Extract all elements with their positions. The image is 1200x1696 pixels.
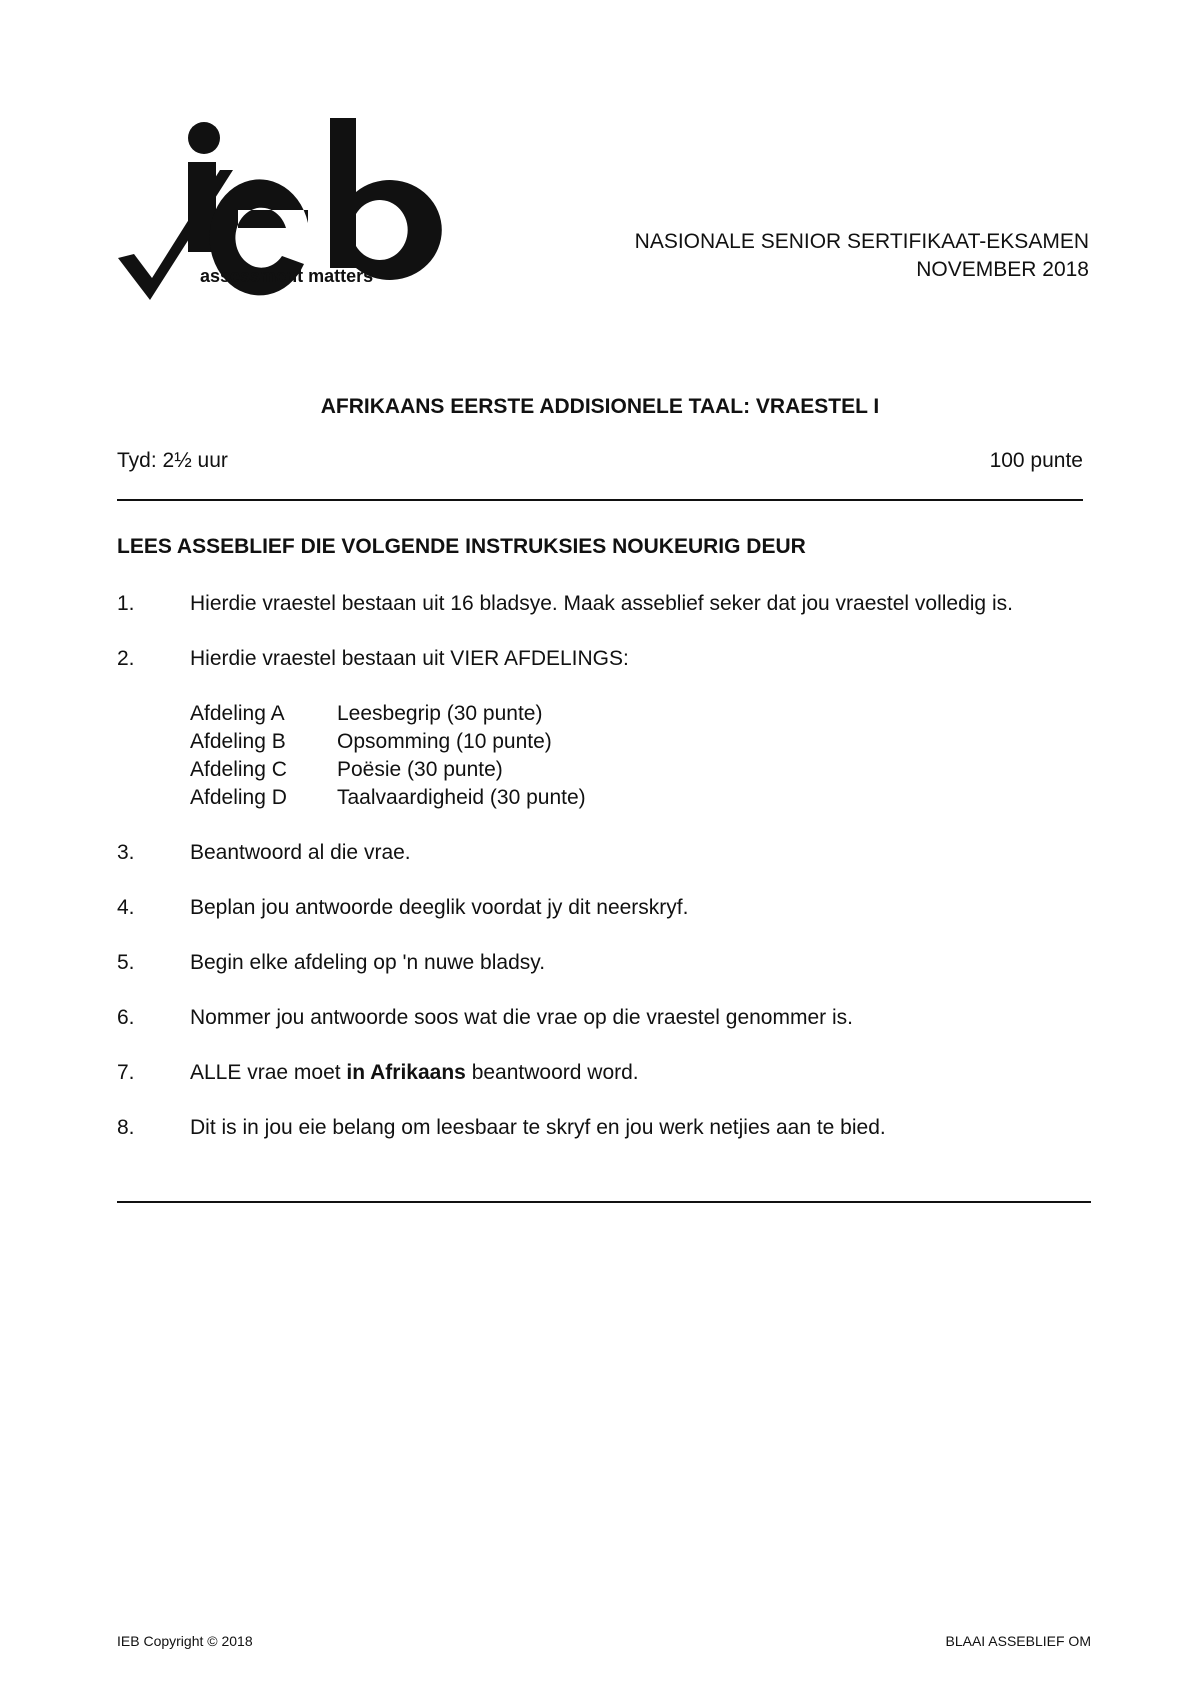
section-name: Afdeling A <box>190 702 285 725</box>
divider-top <box>117 499 1083 501</box>
section-desc: Poësie (30 punte) <box>337 758 503 781</box>
footer-turn-page: BLAAI ASSEBLIEF OM <box>945 1633 1091 1649</box>
instruction-number: 8. <box>117 1116 135 1139</box>
section-desc: Leesbegrip (30 punte) <box>337 702 543 725</box>
instruction-item <box>117 590 1091 618</box>
instruction-number: 6. <box>117 1006 135 1029</box>
instructions-heading: LEES ASSEBLIEF DIE VOLGENDE INSTRUKSIES NOUKEURIG DEUR <box>117 535 806 558</box>
section-row <box>190 756 1091 784</box>
instruction-number: 4. <box>117 896 135 919</box>
instruction-text <box>190 1059 1091 1087</box>
section-row <box>190 728 1091 756</box>
time-marks-row <box>117 449 1083 473</box>
instruction-number: 1. <box>117 592 135 615</box>
instruction-number: 2. <box>117 647 135 670</box>
instruction-number: 5. <box>117 951 135 974</box>
section-name: Afdeling D <box>190 786 287 809</box>
section-name: Afdeling B <box>190 730 286 753</box>
instruction-text: Hierdie vraestel bestaan uit VIER AFDELINGS: <box>190 647 629 670</box>
instruction-item <box>117 1059 1091 1087</box>
instruction-text: Beplan jou antwoorde deeglik voordat jy dit neerskryf. <box>190 896 689 919</box>
instruction-text: Begin elke afdeling op 'n nuwe bladsy. <box>190 951 546 974</box>
sections-list <box>190 700 1091 812</box>
section-name: Afdeling C <box>190 758 287 781</box>
instruction-item <box>117 1004 1091 1032</box>
instruction-item <box>117 645 1091 812</box>
instruction-item <box>117 894 1091 922</box>
section-row <box>190 700 1091 728</box>
marks-label: 100 punte <box>989 449 1083 472</box>
ieb-logo-graphic <box>118 118 458 343</box>
instruction-number: 3. <box>117 841 135 864</box>
instructions-list <box>117 590 1091 1169</box>
instruction-number: 7. <box>117 1061 135 1084</box>
footer-copyright: IEB Copyright © 2018 <box>117 1633 253 1649</box>
exam-date: NOVEMBER 2018 <box>916 258 1089 281</box>
divider-bottom <box>117 1201 1091 1203</box>
paper-title: AFRIKAANS EERSTE ADDISIONELE TAAL: VRAESTEL I <box>320 395 880 418</box>
section-row <box>190 784 1091 812</box>
instruction-text-bold: in Afrikaans <box>346 1061 466 1084</box>
instruction-text-part: ALLE vrae moet <box>190 1061 347 1084</box>
time-label: Tyd: 2½ uur <box>117 449 228 472</box>
section-desc: Taalvaardigheid (30 punte) <box>337 786 586 809</box>
instruction-item <box>117 949 1091 977</box>
instruction-item <box>117 839 1091 867</box>
ieb-logo <box>118 118 458 343</box>
logo-tagline: assessment matters <box>200 266 374 286</box>
instruction-text: Dit is in jou eie belang om leesbaar te skryf en jou werk netjies aan te bied. <box>190 1116 886 1139</box>
instruction-text: Beantwoord al die vrae. <box>190 841 411 864</box>
instruction-item <box>117 1114 1091 1142</box>
section-desc: Opsomming (10 punte) <box>337 730 552 753</box>
instruction-text-part: beantwoord word. <box>465 1061 639 1084</box>
instruction-text: Nommer jou antwoorde soos wat die vrae op die vraestel genommer is. <box>190 1006 853 1029</box>
exam-header <box>635 228 1089 284</box>
exam-name: NASIONALE SENIOR SERTIFIKAAT-EKSAMEN <box>634 230 1089 253</box>
instruction-text: Hierdie vraestel bestaan uit 16 bladsye. Maak asseblief seker dat jou vraestel volledig is. <box>190 592 1013 615</box>
